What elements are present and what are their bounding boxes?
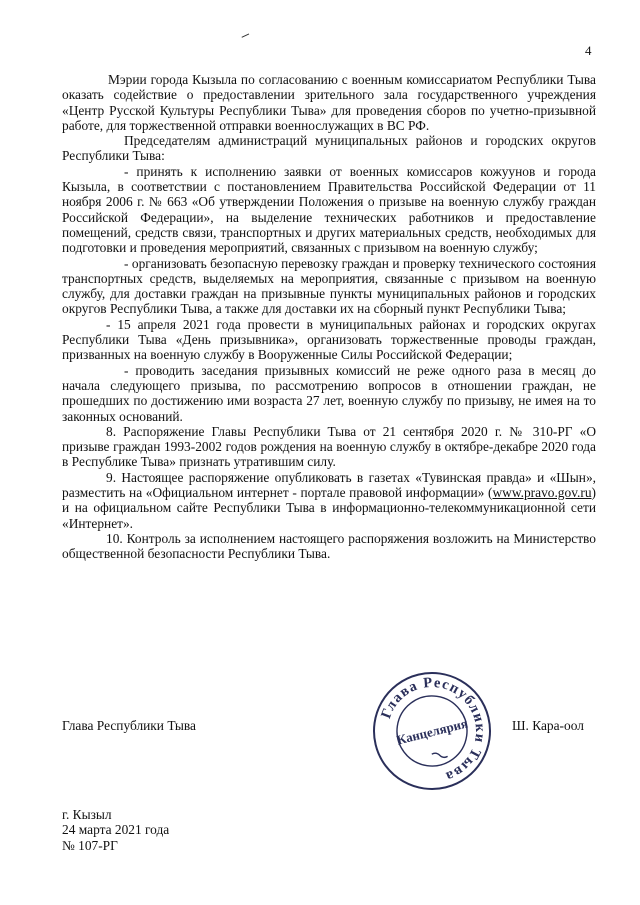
stamp-center-text: Канцелярия (395, 715, 470, 748)
paragraph-city-hall: Мэрии города Кызыла по согласованию с военным комиссариатом Республики Тыва оказать содействие о предоставлении зрительного зала государственного учреждения «Центр Русской Культуры Республики Тыва» для проведения сборов по учетно-призывной работе, для торжественной отправки военнослужащих в ВС РФ. (62, 72, 596, 133)
paragraph-organize-transport: - организовать безопасную перевозку граждан и проверку технического состояния транспортных средств, выделяемых на мероприятия, связанные с призывом на военную службу, для доставки граждан на призывные пункты муниципальных районов и городских округов Республики Тыва, а также для доставки их на сборный пункт Республики Тыва; (62, 255, 596, 317)
signer-name: Ш. Кара-оол (512, 718, 584, 733)
paragraph-accept-requests: - принять к исполнению заявки от военных комиссаров кожуунов и города Кызыла, в соответствии с постановлением Правительства Российской Федерации от 11 ноября 2006 г. № 663 «Об утверждении Положения о призыве на военную службу граждан Российской Федерации», на выделение технических работников и предоставление помещений, средств связи, транспортных и других материальных средств, необходимых для подготовки и проведения мероприятий, связанных с призывом на военную службу; (62, 163, 596, 256)
document-body (62, 72, 596, 562)
official-stamp (371, 670, 493, 792)
paragraph-commission-meetings: - проводить заседания призывных комиссий не реже одного раза в месяц до начала следующего призыва, по рассмотрению вопросов в отношении граждан, не прошедших по достижению ими возраста 27 лет, военную службу по призыву, не имея на то законных оснований. (62, 362, 596, 424)
paragraph-9-text-after: ) и на официальном сайте Республики Тыва в информационно-телекоммуникационной сети «Интернет». (62, 485, 596, 531)
stamp-ring-text: Глава Республики Тыва (378, 674, 489, 785)
paragraph-heads-of-administrations: Председателям администраций муниципальных районов и городских округов Республики Тыва: (62, 133, 596, 164)
signer-title: Глава Республики Тыва (62, 718, 196, 733)
pravo-gov-link[interactable]: www.pravo.gov.ru (492, 485, 592, 501)
paragraph-9-text-before: 9. Настоящее распоряжение опубликовать в газетах «Тувинская правда» и «Шын», разместить на «Официальном интернет - портале правовой информации» ( (62, 469, 596, 501)
footer-city: г. Кызыл (62, 807, 112, 822)
paragraph-10-control: 10. Контроль за исполнением настоящего распоряжения возложить на Министерство общественной безопасности Республики Тыва. (62, 530, 596, 562)
paragraph-8-repeal: 8. Распоряжение Главы Республики Тыва от 21 сентября 2020 г. № 310-РГ «О призыве граждан 1993-2002 годов рождения на военную службу в октябре-декабре 2020 года в Республике Тыва» признать утратившим силу. (62, 423, 596, 470)
document-footer (62, 807, 169, 853)
footer-number: № 107-РГ (62, 837, 118, 853)
paragraph-conscript-day: - 15 апреля 2021 года провести в муниципальных районах и городских округах Республики Тыва «День призывника», организовать торжественные проводы граждан, призванных на военную службу в Вооруженные Силы Российской Федерации; (62, 316, 596, 363)
footer-date: 24 марта 2021 года (62, 822, 170, 838)
stamp-emblem-mark (432, 753, 448, 758)
paragraph-9-publish (62, 470, 596, 531)
page-number: 4 (585, 43, 592, 58)
pen-mark (242, 33, 251, 40)
